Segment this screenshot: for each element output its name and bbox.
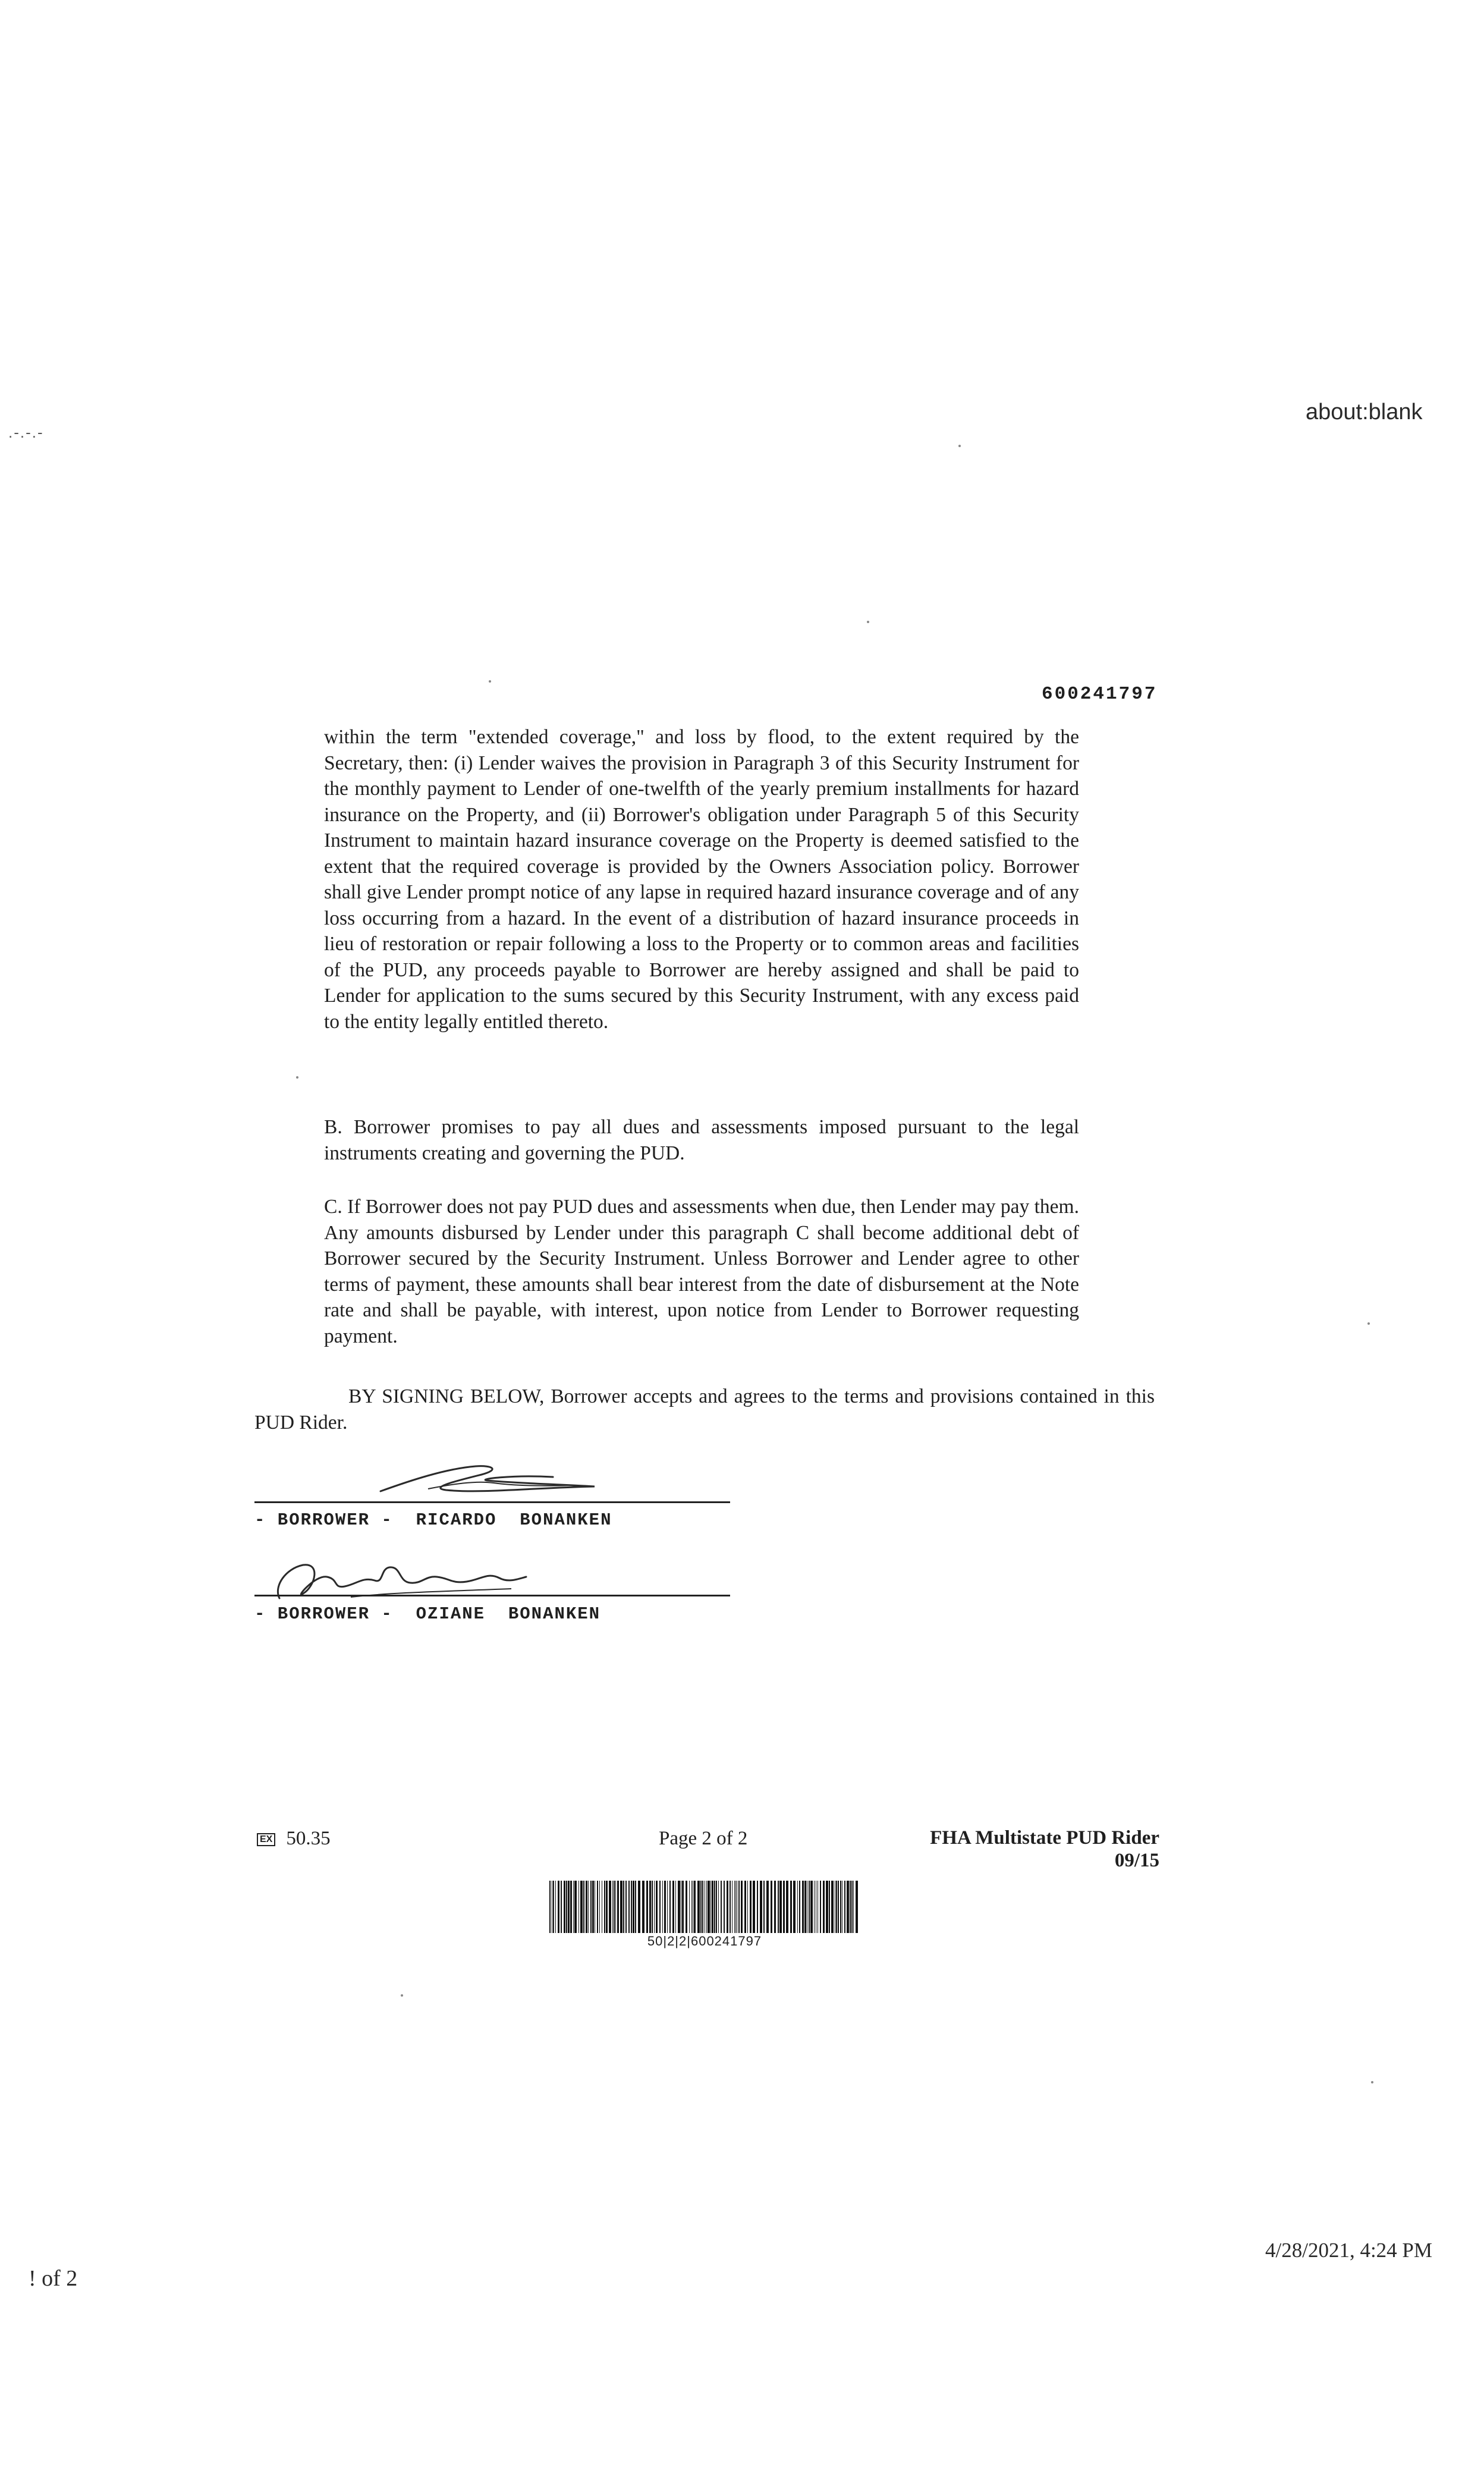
barcode-bar: [741, 1881, 743, 1933]
barcode-bar: [646, 1881, 648, 1933]
barcode-bar: [734, 1881, 735, 1933]
loan-number: 600241797: [1042, 684, 1158, 705]
barcode-bar: [730, 1881, 731, 1933]
barcode-bar: [851, 1881, 853, 1933]
barcode-bar: [586, 1881, 587, 1933]
print-timestamp: 4/28/2021, 4:24 PM: [1265, 2239, 1433, 2262]
barcode-bar: [738, 1881, 740, 1933]
barcode-bar: [810, 1881, 813, 1933]
barcode-bar: [797, 1881, 798, 1933]
page-label: Page 2 of 2: [659, 1828, 748, 1849]
barcode-bar: [631, 1881, 632, 1933]
barcode-bar: [592, 1881, 594, 1933]
barcode-bar: [667, 1881, 668, 1933]
barcode-bar: [840, 1881, 841, 1933]
barcode-bar: [826, 1881, 828, 1933]
barcode-bar: [757, 1881, 758, 1933]
barcode-bar: [799, 1881, 800, 1933]
barcode-bar: [675, 1881, 676, 1933]
barcode-bar: [786, 1881, 788, 1933]
barcode-bar: [555, 1881, 556, 1933]
barcode-bar: [664, 1881, 666, 1933]
barcode-bar: [570, 1881, 572, 1933]
barcode-bar: [727, 1881, 728, 1933]
barcode-bar: [809, 1881, 810, 1933]
rider-paragraph-a-continued: within the term "extended coverage," and loss by flood, to the extent required by the Secretary, then: (i) Lender waives the provision in Paragraph 3 of this Security Instrument for the monthly payment to Lender of one-twelfth of the yearly premium installments for hazard insurance on the Property, and (ii) Borrower's obligation under Paragraph 5 of this Security Instrument to maintain hazard insurance coverage on the Property is deemed satisfied to the extent that the required coverage is provided by the Owners Association policy. Borrower shall give Lender prompt notice of any lapse in required hazard insurance coverage and of any loss occurring from a hazard. In the event of a distribution of hazard insurance proceeds in lieu of restoration or repair following a loss to the Property or to common areas and facilities of the PUD, any proceeds payable to Borrower are hereby assigned and shall be paid to Lender for application to the sums secured by this Security Instrument, with any excess paid to the entity legally entitled thereto.: [324, 726, 1079, 1033]
barcode-bar: [802, 1881, 804, 1933]
barcode-bar: [814, 1881, 815, 1933]
barcode-bar: [604, 1881, 605, 1933]
barcode-bar: [588, 1881, 589, 1933]
form-code: [257, 1828, 331, 1850]
barcode-bar: [689, 1881, 690, 1933]
form-code-text: 50.35: [286, 1828, 331, 1849]
barcode-bar: [612, 1881, 613, 1933]
barcode-bar: [590, 1881, 592, 1933]
barcode-bar: [836, 1881, 837, 1933]
borrower-1-label: - BORROWER - RICARDO BONANKEN: [254, 1510, 612, 1530]
barcode-bar: [691, 1881, 692, 1933]
barcode-bar: [615, 1881, 616, 1933]
barcode-bar: [847, 1881, 849, 1933]
scan-speck: [489, 680, 491, 683]
rider-paragraph-c: C. If Borrower does not pay PUD dues and assessments when due, then Lender may pay them. Any amounts disbursed by Lender under this paragraph C shall become additional debt of Borrower secured by the Security Instrument. Unless Borrower and Lender agree to other terms of payment, these amounts shall bear interest from the date of disbursement at the Note rate and shall be payable, with interest, upon notice from Lender to Borrower requesting payment.: [324, 1196, 1079, 1347]
barcode-bar: [597, 1881, 598, 1933]
barcode-bar: [656, 1881, 658, 1933]
rider-paragraph-b: B. Borrower promises to pay all dues and assessments imposed pursuant to the legal instruments creating and governing the PUD.: [324, 1116, 1079, 1164]
barcode-bar: [638, 1881, 640, 1933]
barcode-bar: [829, 1881, 830, 1933]
barcode-bar: [573, 1881, 574, 1933]
barcode-bar: [649, 1881, 651, 1933]
barcode-bar: [750, 1881, 752, 1933]
barcode-bar: [617, 1881, 619, 1933]
barcode-bar: [856, 1881, 858, 1933]
barcode-bar: [599, 1881, 600, 1933]
barcode-bar: [771, 1881, 772, 1933]
barcode-bar: [662, 1881, 663, 1933]
barcode-bar: [564, 1881, 565, 1933]
form-title-block: [916, 1827, 1159, 1872]
barcode-text: 50|2|2|600241797: [647, 1934, 762, 1948]
barcode-bar: [763, 1881, 765, 1933]
barcode-bar: [580, 1881, 583, 1933]
barcode-bar: [714, 1881, 715, 1933]
barcode-bar: [747, 1881, 748, 1933]
barcode-bar: [583, 1881, 584, 1933]
barcode-bar: [744, 1881, 746, 1933]
barcode-bar: [735, 1881, 736, 1933]
form-icon: EX: [257, 1833, 275, 1846]
barcode-bar: [766, 1881, 769, 1933]
barcode-bar: [620, 1881, 622, 1933]
barcode-bar: [718, 1881, 719, 1933]
barcode-bar: [558, 1881, 559, 1933]
barcode-bar: [774, 1881, 776, 1933]
form-title: FHA Multistate PUD Rider: [930, 1827, 1159, 1849]
barcode-bar: [753, 1881, 755, 1933]
browser-url-label: about:blank: [1306, 400, 1423, 425]
barcode-bar: [625, 1881, 627, 1933]
barcode-bar: [635, 1881, 636, 1933]
signature-line-2: [254, 1595, 730, 1596]
barcode-bar: [853, 1881, 854, 1933]
barcode-bar: [823, 1881, 825, 1933]
barcode-bar: [721, 1881, 722, 1933]
barcode-bar: [710, 1881, 711, 1933]
barcode-bar: [820, 1881, 821, 1933]
barcode-bar: [553, 1881, 554, 1933]
barcode-bar: [700, 1881, 702, 1933]
borrower-signature-2: [262, 1551, 547, 1610]
barcode-bar: [838, 1881, 839, 1933]
barcode-bar: [678, 1881, 680, 1933]
barcode-bar: [694, 1881, 696, 1933]
signing-statement: BY SIGNING BELOW, Borrower accepts and agrees to the terms and provisions contained in this PUD Rider.: [254, 1385, 1155, 1434]
barcode-bar: [574, 1881, 577, 1933]
barcode-bar: [682, 1881, 684, 1933]
barcode-bar: [708, 1881, 710, 1933]
scan-speck: [1367, 1322, 1370, 1325]
barcode-bar: [669, 1881, 671, 1933]
barcode-bar: [614, 1881, 615, 1933]
barcode-bar: [783, 1881, 785, 1933]
barcode-bar: [778, 1881, 779, 1933]
scan-speck: [958, 445, 961, 447]
barcode-bar: [549, 1881, 551, 1933]
barcode-bar: [578, 1881, 579, 1933]
barcode-bar: [623, 1881, 624, 1933]
barcode-bar: [702, 1881, 703, 1933]
barcode-bar: [804, 1881, 806, 1933]
scan-speck: [296, 1076, 298, 1079]
barcode-bar: [568, 1881, 570, 1933]
signature-line-1: [254, 1501, 730, 1503]
barcode-bar: [712, 1881, 713, 1933]
barcode-bar: [779, 1881, 782, 1933]
barcode-bar: [793, 1881, 796, 1933]
barcode-bar: [566, 1881, 567, 1933]
barcode-bar: [790, 1881, 792, 1933]
form-date: 09/15: [1114, 1850, 1159, 1871]
barcode-bar: [850, 1881, 851, 1933]
barcode-bar: [628, 1881, 630, 1933]
barcode-bar: [706, 1881, 707, 1933]
barcode-bar: [606, 1881, 608, 1933]
barcode-bar: [652, 1881, 653, 1933]
barcode-bar: [724, 1881, 725, 1933]
barcode-bar: [697, 1881, 700, 1933]
scan-corner-mark: .-.-.-: [8, 423, 44, 441]
barcode: [549, 1881, 860, 1933]
barcode-bar: [686, 1881, 687, 1933]
barcode-bar: [633, 1881, 634, 1933]
barcode-bar: [716, 1881, 717, 1933]
scan-speck: [867, 621, 869, 623]
borrower-signature-1: [357, 1457, 630, 1504]
scan-speck: [401, 1994, 403, 1997]
print-page-counter: ! of 2: [29, 2266, 78, 2291]
borrower-2-label: - BORROWER - OZIANE BONANKEN: [254, 1604, 601, 1624]
barcode-bar: [642, 1881, 644, 1933]
barcode-bar: [672, 1881, 674, 1933]
barcode-bar: [760, 1881, 762, 1933]
scan-speck: [1371, 2081, 1373, 2083]
barcode-bar: [561, 1881, 562, 1933]
barcode-bar: [831, 1881, 834, 1933]
barcode-bar: [609, 1881, 611, 1933]
barcode-bar: [654, 1881, 655, 1933]
barcode-bar: [844, 1881, 845, 1933]
barcode-bar: [659, 1881, 661, 1933]
